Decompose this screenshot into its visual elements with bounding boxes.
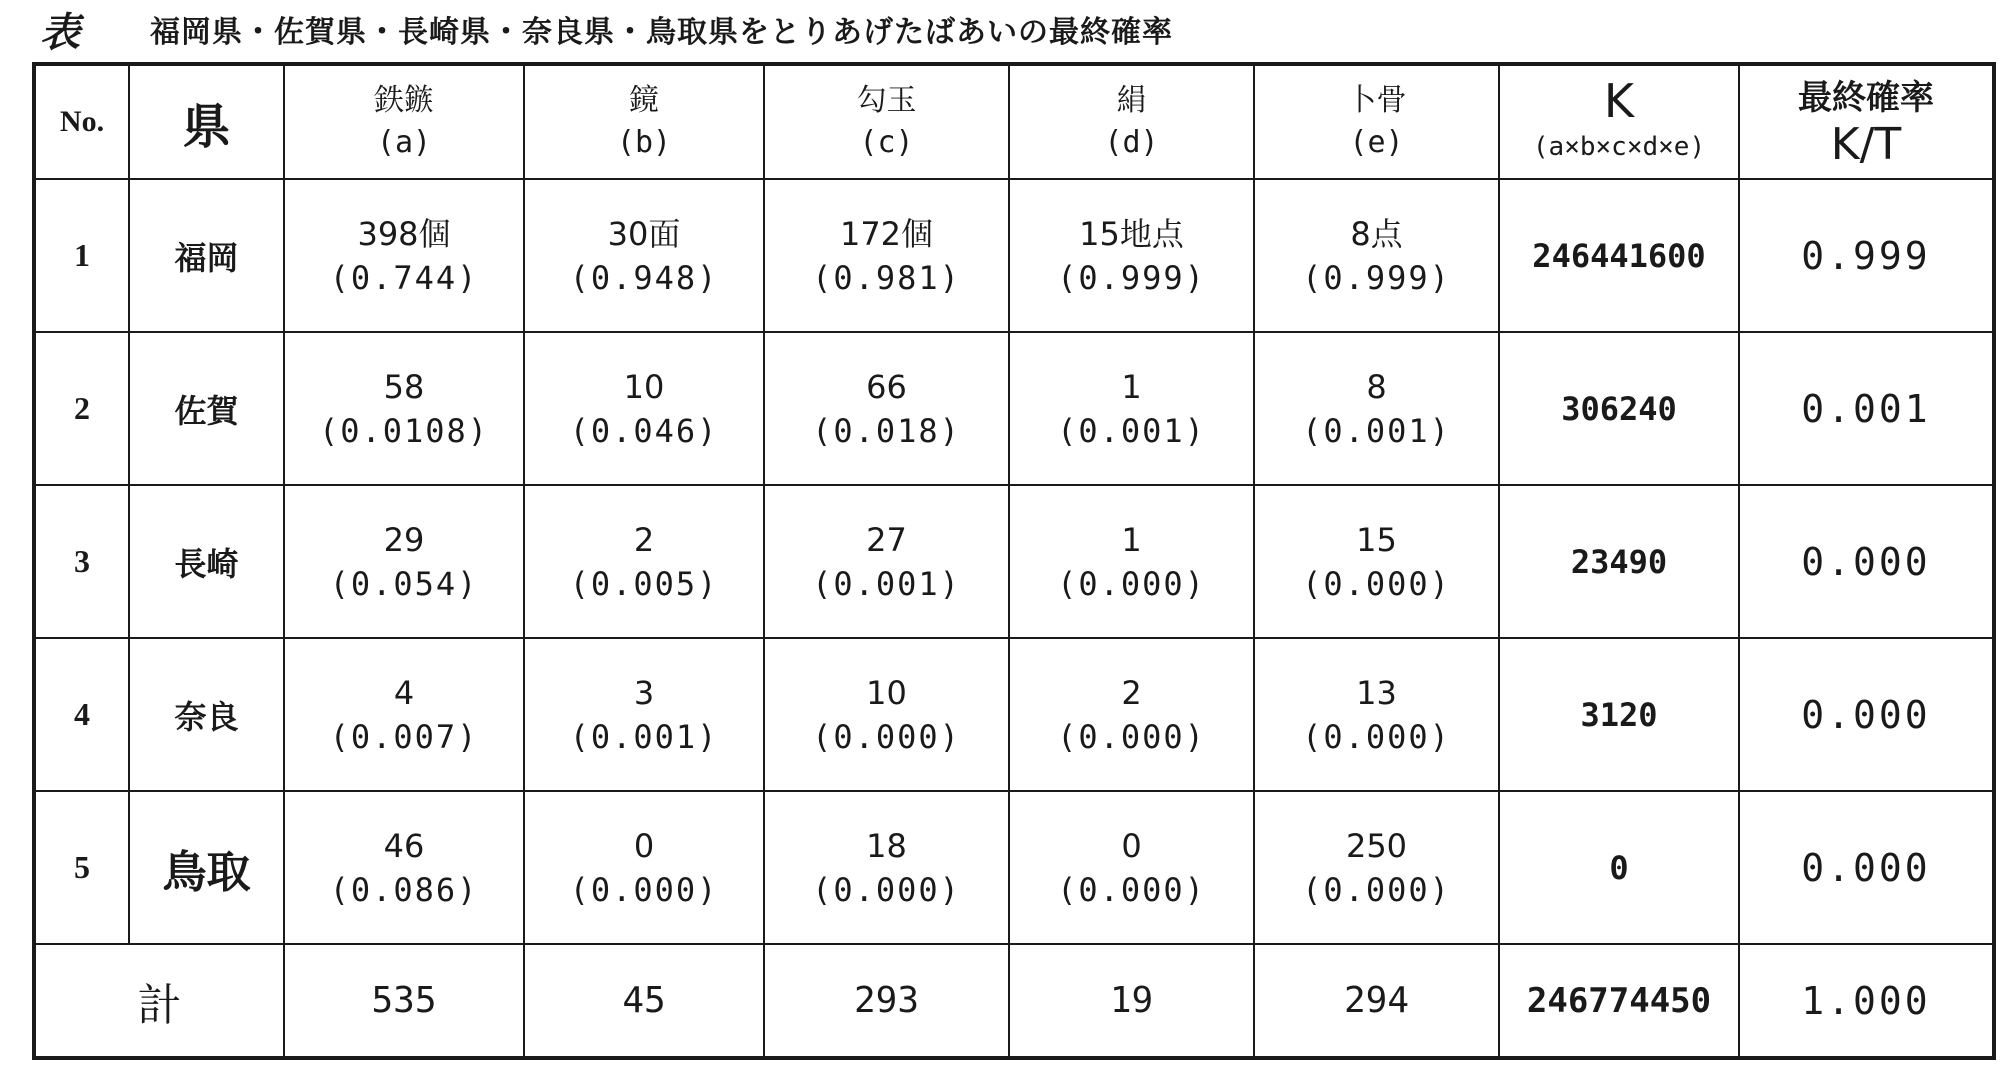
cell-b [524, 638, 764, 791]
cell-a-prob: (0.054) [329, 564, 479, 603]
cell-d-count: 0 [1121, 826, 1142, 865]
cell-e-prob: (0.000) [1302, 717, 1451, 756]
cell-b-prob: (0.000) [569, 870, 719, 909]
cell-b-prob: (0.005) [569, 564, 719, 603]
cell-final-probability: 0.999 [1739, 179, 1994, 332]
cell-d [1009, 179, 1254, 332]
total-d: 19 [1009, 944, 1254, 1058]
cell-a [284, 485, 524, 638]
header-c [764, 64, 1009, 179]
cell-final-probability: 0.000 [1739, 485, 1994, 638]
document-title [40, 4, 1173, 54]
row-prefecture: 佐賀 [129, 332, 284, 485]
cell-e [1254, 179, 1499, 332]
header-no-label: No. [59, 105, 105, 138]
cell-d-count: 1 [1121, 367, 1142, 406]
total-e: 294 [1254, 944, 1499, 1058]
cell-b [524, 485, 764, 638]
row-no: 2 [34, 332, 129, 485]
cell-a-prob: (0.086) [329, 870, 479, 909]
cell-d-count: 15地点 [1079, 214, 1184, 253]
table-row [34, 179, 1994, 332]
cell-e [1254, 485, 1499, 638]
header-e-label: 卜骨 [1346, 83, 1407, 118]
header-a-label: 鉄鏃 [374, 83, 434, 118]
cell-d-prob: (0.000) [1057, 870, 1206, 909]
cell-b [524, 179, 764, 332]
header-a [284, 64, 524, 179]
cell-d-prob: (0.999) [1057, 258, 1206, 297]
cell-d-prob: (0.000) [1057, 564, 1206, 603]
cell-k: 306240 [1499, 332, 1739, 485]
cell-e-prob: (0.000) [1302, 564, 1451, 603]
header-e-symbol: (e) [1349, 125, 1404, 160]
cell-k: 3120 [1499, 638, 1739, 791]
cell-c-prob: (0.981) [812, 258, 961, 297]
cell-c [764, 791, 1009, 944]
header-final-probability-formula: K/T [1830, 119, 1902, 170]
cell-c [764, 179, 1009, 332]
cell-final-probability: 0.000 [1739, 638, 1994, 791]
header-e [1254, 64, 1499, 179]
table-row [34, 485, 1994, 638]
cell-c [764, 638, 1009, 791]
header-d-symbol: (d) [1104, 125, 1159, 160]
row-no: 4 [34, 638, 129, 791]
header-b-label: 鏡 [629, 83, 659, 118]
cell-final-probability: 0.001 [1739, 332, 1994, 485]
cell-a [284, 791, 524, 944]
header-k-label: K [1603, 74, 1635, 128]
probability-table [32, 62, 1996, 1060]
header-prefecture-label: 県 [182, 98, 231, 155]
cell-a-count: 29 [383, 520, 425, 559]
totals-row [34, 944, 1994, 1058]
header-d [1009, 64, 1254, 179]
row-prefecture: 福岡 [129, 179, 284, 332]
cell-c-prob: (0.001) [812, 564, 961, 603]
title-text: 福岡県・佐賀県・長崎県・奈良県・鳥取県をとりあげたばあいの最終確率 [150, 15, 1173, 50]
cell-d-prob: (0.000) [1057, 717, 1206, 756]
cell-b-prob: (0.046) [569, 411, 719, 450]
row-no: 5 [34, 791, 129, 944]
total-final-probability: 1.000 [1739, 944, 1994, 1058]
cell-a [284, 332, 524, 485]
cell-c-prob: (0.018) [812, 411, 961, 450]
cell-b-count: 0 [633, 826, 655, 865]
row-no: 3 [34, 485, 129, 638]
cell-a-prob: (0.0108) [318, 411, 490, 450]
total-a: 535 [284, 944, 524, 1058]
cell-d [1009, 332, 1254, 485]
cell-k: 246441600 [1499, 179, 1739, 332]
cell-c-count: 172個 [839, 214, 934, 253]
cell-a-count: 58 [383, 367, 425, 406]
table-row [34, 332, 1994, 485]
cell-c-count: 27 [866, 520, 907, 559]
cell-a-prob: (0.744) [329, 258, 479, 297]
cell-e-count: 8 [1366, 367, 1387, 406]
row-prefecture: 鳥取 [129, 791, 284, 944]
cell-a [284, 179, 524, 332]
total-b: 45 [524, 944, 764, 1058]
table-row [34, 791, 1994, 944]
cell-e-count: 13 [1356, 673, 1397, 712]
row-prefecture: 長崎 [129, 485, 284, 638]
total-c: 293 [764, 944, 1009, 1058]
cell-a [284, 638, 524, 791]
header-c-symbol: (c) [859, 125, 914, 160]
cell-b-prob: (0.001) [569, 717, 719, 756]
header-b [524, 64, 764, 179]
cell-a-count: 46 [383, 826, 425, 865]
cell-e-count: 15 [1356, 520, 1397, 559]
cell-final-probability: 0.000 [1739, 791, 1994, 944]
cell-c-prob: (0.000) [812, 870, 961, 909]
cell-c-count: 66 [866, 367, 907, 406]
cell-c-prob: (0.000) [812, 717, 961, 756]
cell-k: 23490 [1499, 485, 1739, 638]
cell-b-count: 3 [633, 673, 655, 712]
cell-b-count: 2 [633, 520, 655, 559]
row-prefecture: 奈良 [129, 638, 284, 791]
cell-e-count: 250 [1345, 826, 1408, 865]
cell-a-count: 398個 [357, 214, 451, 253]
table-row [34, 638, 1994, 791]
totals-label: 計 [34, 944, 284, 1058]
total-k: 246774450 [1499, 944, 1739, 1058]
header-k-formula: (a×b×c×d×e) [1532, 132, 1706, 162]
cell-a-prob: (0.007) [329, 717, 479, 756]
cell-d-prob: (0.001) [1057, 411, 1206, 450]
cell-c [764, 332, 1009, 485]
cell-d [1009, 485, 1254, 638]
header-no [34, 64, 129, 179]
header-prefecture [129, 64, 284, 179]
cell-b [524, 791, 764, 944]
row-no: 1 [34, 179, 129, 332]
cell-d [1009, 638, 1254, 791]
cell-e [1254, 791, 1499, 944]
header-b-symbol: (b) [616, 125, 672, 160]
cell-e-count: 8点 [1350, 214, 1403, 253]
cell-b-count: 10 [623, 367, 665, 406]
header-final-probability-label: 最終確率 [1798, 78, 1934, 118]
cell-e [1254, 638, 1499, 791]
header-row [34, 64, 1994, 179]
title-mark: 表 [40, 8, 80, 56]
cell-k: 0 [1499, 791, 1739, 944]
cell-d-count: 2 [1121, 673, 1142, 712]
cell-e-prob: (0.001) [1302, 411, 1451, 450]
header-c-label: 勾玉 [856, 83, 917, 118]
header-d-label: 絹 [1116, 83, 1147, 118]
cell-e-prob: (0.000) [1302, 870, 1451, 909]
cell-b [524, 332, 764, 485]
cell-d-count: 1 [1121, 520, 1142, 559]
cell-a-count: 4 [393, 673, 415, 712]
cell-e [1254, 332, 1499, 485]
cell-d [1009, 791, 1254, 944]
cell-b-prob: (0.948) [569, 258, 719, 297]
header-k [1499, 64, 1739, 179]
cell-e-prob: (0.999) [1302, 258, 1451, 297]
cell-c-count: 10 [866, 673, 907, 712]
header-final-probability [1739, 64, 1994, 179]
cell-c [764, 485, 1009, 638]
cell-c-count: 18 [866, 826, 907, 865]
cell-b-count: 30面 [607, 214, 681, 253]
header-a-symbol: (a) [376, 125, 432, 160]
